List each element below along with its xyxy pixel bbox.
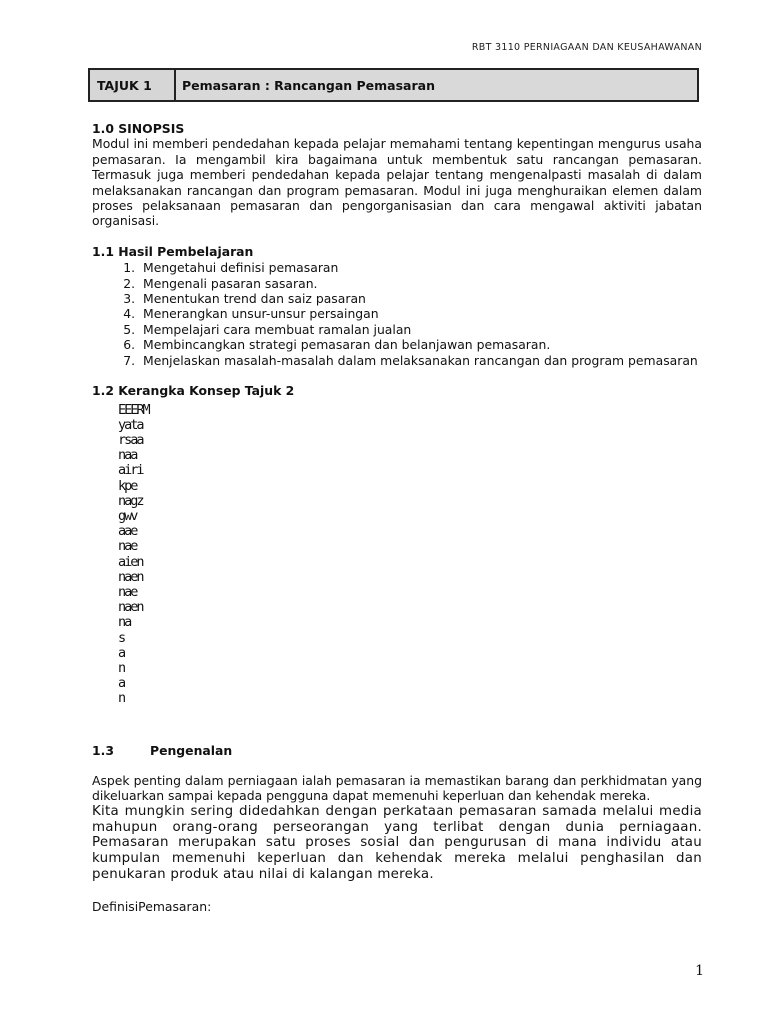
synopsis-paragraph: Modul ini memberi pendedahan kepada pelajar memahami tentang kepentingan mengurus usaha pemasaran. Ia mengambil kira bagaimana untuk membentuk satu rancangan pemasaran. Termasuk juga memberi pendedahan kepada pelajar tentang mengenalpasti masalah di dalam melaksanakan rancangan dan program pemasaran. Modul ini juga menghuraikan elemen dalam proses pelaksanaan pemasaran dan pengorganisasian dan cara mengawal aktiviti jabatan organisasi. bbox=[92, 136, 702, 229]
page-number: 1 bbox=[695, 963, 704, 979]
introduction-paragraph-1: Aspek penting dalam perniagaan ialah pemasaran ia memastikan barang dan perkhidmatan yang dikeluarkan sampai kepada pengguna dapat memenuhi keperluan dan kehendak mereka. bbox=[92, 772, 702, 804]
list-item: 4. Menerangkan unsur-unsur persaingan bbox=[139, 306, 702, 321]
introduction-paragraph-2: Kita mungkin sering didedahkan dengan perkataan pemasaran samada melalui media mahupun orang-orang perseorangan yang terlibat dengan dunia perniagaan. Pemasaran merupakan satu proses sosial dan pengurusan di mana individu atau kumpulan memenuhi keperluan dan kehendak mereka melalui penghasilan dan penukaran produk atau nilai di kalangan mereka. bbox=[92, 803, 702, 882]
list-item: 7. Menjelaskan masalah-masalah dalam melaksanakan rancangan dan program pemasaran bbox=[139, 353, 702, 368]
synopsis-heading: 1.0 SINOPSIS bbox=[92, 121, 185, 136]
topic-title: Pemasaran : Rancangan Pemasaran bbox=[176, 70, 697, 100]
learning-outcomes-heading: 1.1 Hasil Pembelajaran bbox=[92, 243, 254, 259]
definition-label: DefinisiPemasaran: bbox=[92, 898, 212, 914]
topic-label: TAJUK 1 bbox=[90, 70, 176, 100]
list-item: 5. Mempelajari cara membuat ramalan jualan bbox=[139, 322, 702, 337]
introduction-heading: Pengenalan bbox=[150, 742, 233, 758]
list-item: 2. Mengenali pasaran sasaran. bbox=[139, 276, 702, 291]
concept-framework-heading: 1.2 Kerangka Konsep Tajuk 2 bbox=[92, 383, 295, 399]
list-item: 1. Mengetahui definisi pemasaran bbox=[139, 260, 702, 275]
list-item: 6. Membincangkan strategi pemasaran dan belanjawan pemasaran. bbox=[139, 337, 702, 352]
introduction-body bbox=[92, 773, 702, 883]
introduction-number: 1.3 bbox=[92, 742, 114, 758]
document-body bbox=[92, 121, 702, 914]
list-item: 3. Menentukan trend dan saiz pasaran bbox=[139, 291, 702, 306]
learning-outcomes-list bbox=[92, 260, 702, 368]
introduction-heading-row bbox=[92, 743, 702, 758]
topic-title-box bbox=[88, 68, 699, 102]
course-reference-header: RBT 3110 PERNIAGAAN DAN KEUSAHAWANAN bbox=[471, 42, 702, 53]
concept-framework-area bbox=[92, 399, 702, 707]
concept-framework-garbled-text: EEERM yata rsaa naa airi kpe nagz gwv aae nae aien naen nae naen na s a n a n bbox=[118, 401, 149, 707]
